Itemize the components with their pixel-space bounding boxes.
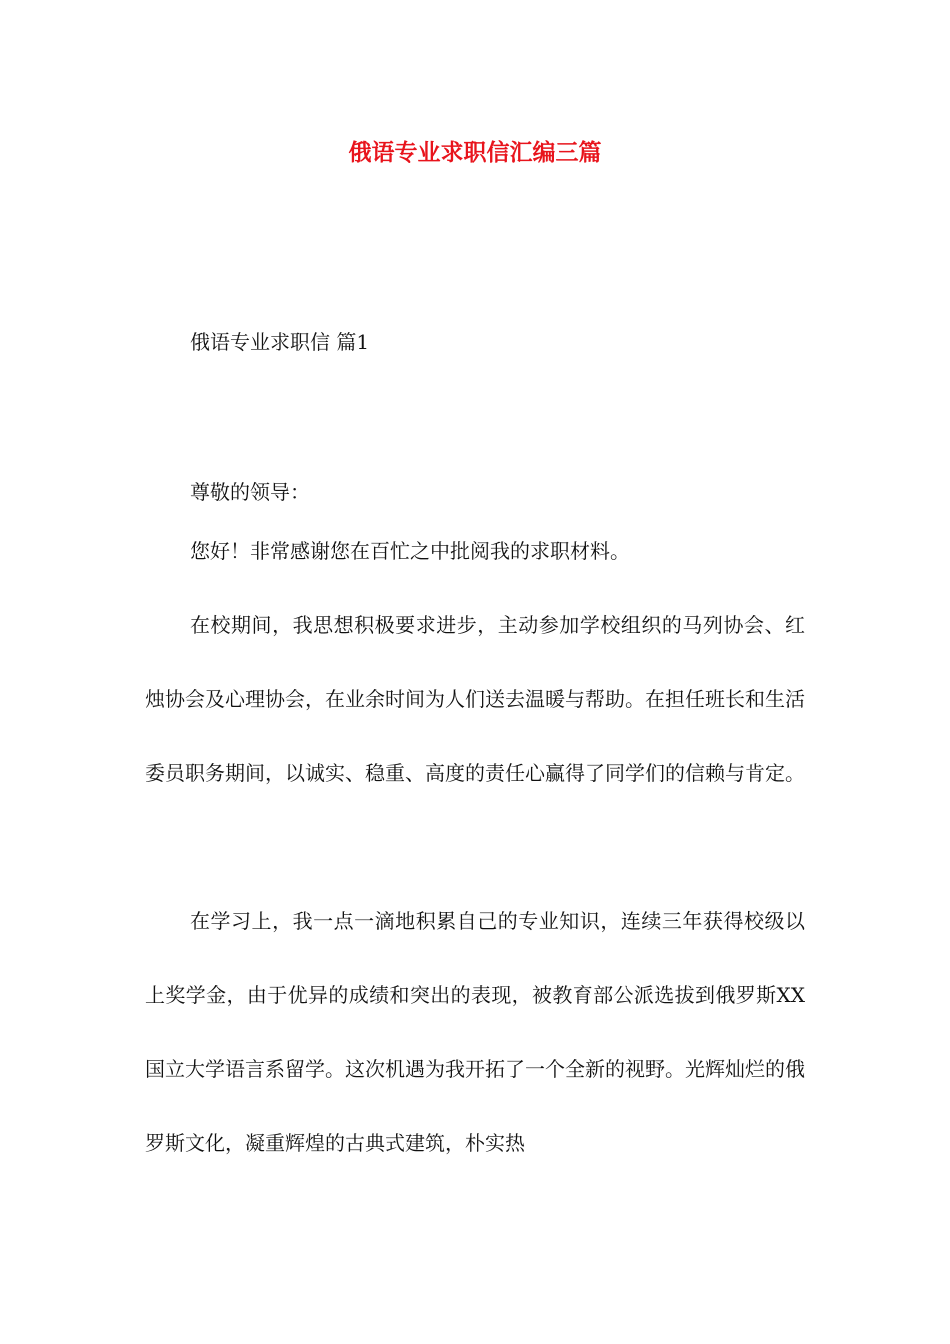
greeting: 尊敬的领导： [190, 480, 310, 504]
paragraph: 您好！非常感谢您在百忙之中批阅我的求职材料。 [190, 539, 630, 563]
paragraph: 在学习上，我一点一滴地积累自己的专业知识，连续三年获得校级以上奖学金，由于优异的成绩和突出的表现，被教育部公派选拔到俄罗斯XX国立大学语言系留学。这次机遇为我开拓了一个全新的视野。光辉灿烂的俄罗斯文化，凝重辉煌的古典式建筑，朴实热 [145, 909, 805, 1155]
paragraph: 在校期间，我思想积极要求进步，主动参加学校组织的马列协会、红烛协会及心理协会，在业余时间为人们送去温暖与帮助。在担任班长和生活委员职务期间，以诚实、稳重、高度的责任心赢得了同学们的信赖与肯定。 [145, 613, 805, 785]
document-title: 俄语专业求职信汇编三篇 [348, 139, 602, 166]
letter-heading: 俄语专业求职信 篇1 [190, 330, 370, 354]
